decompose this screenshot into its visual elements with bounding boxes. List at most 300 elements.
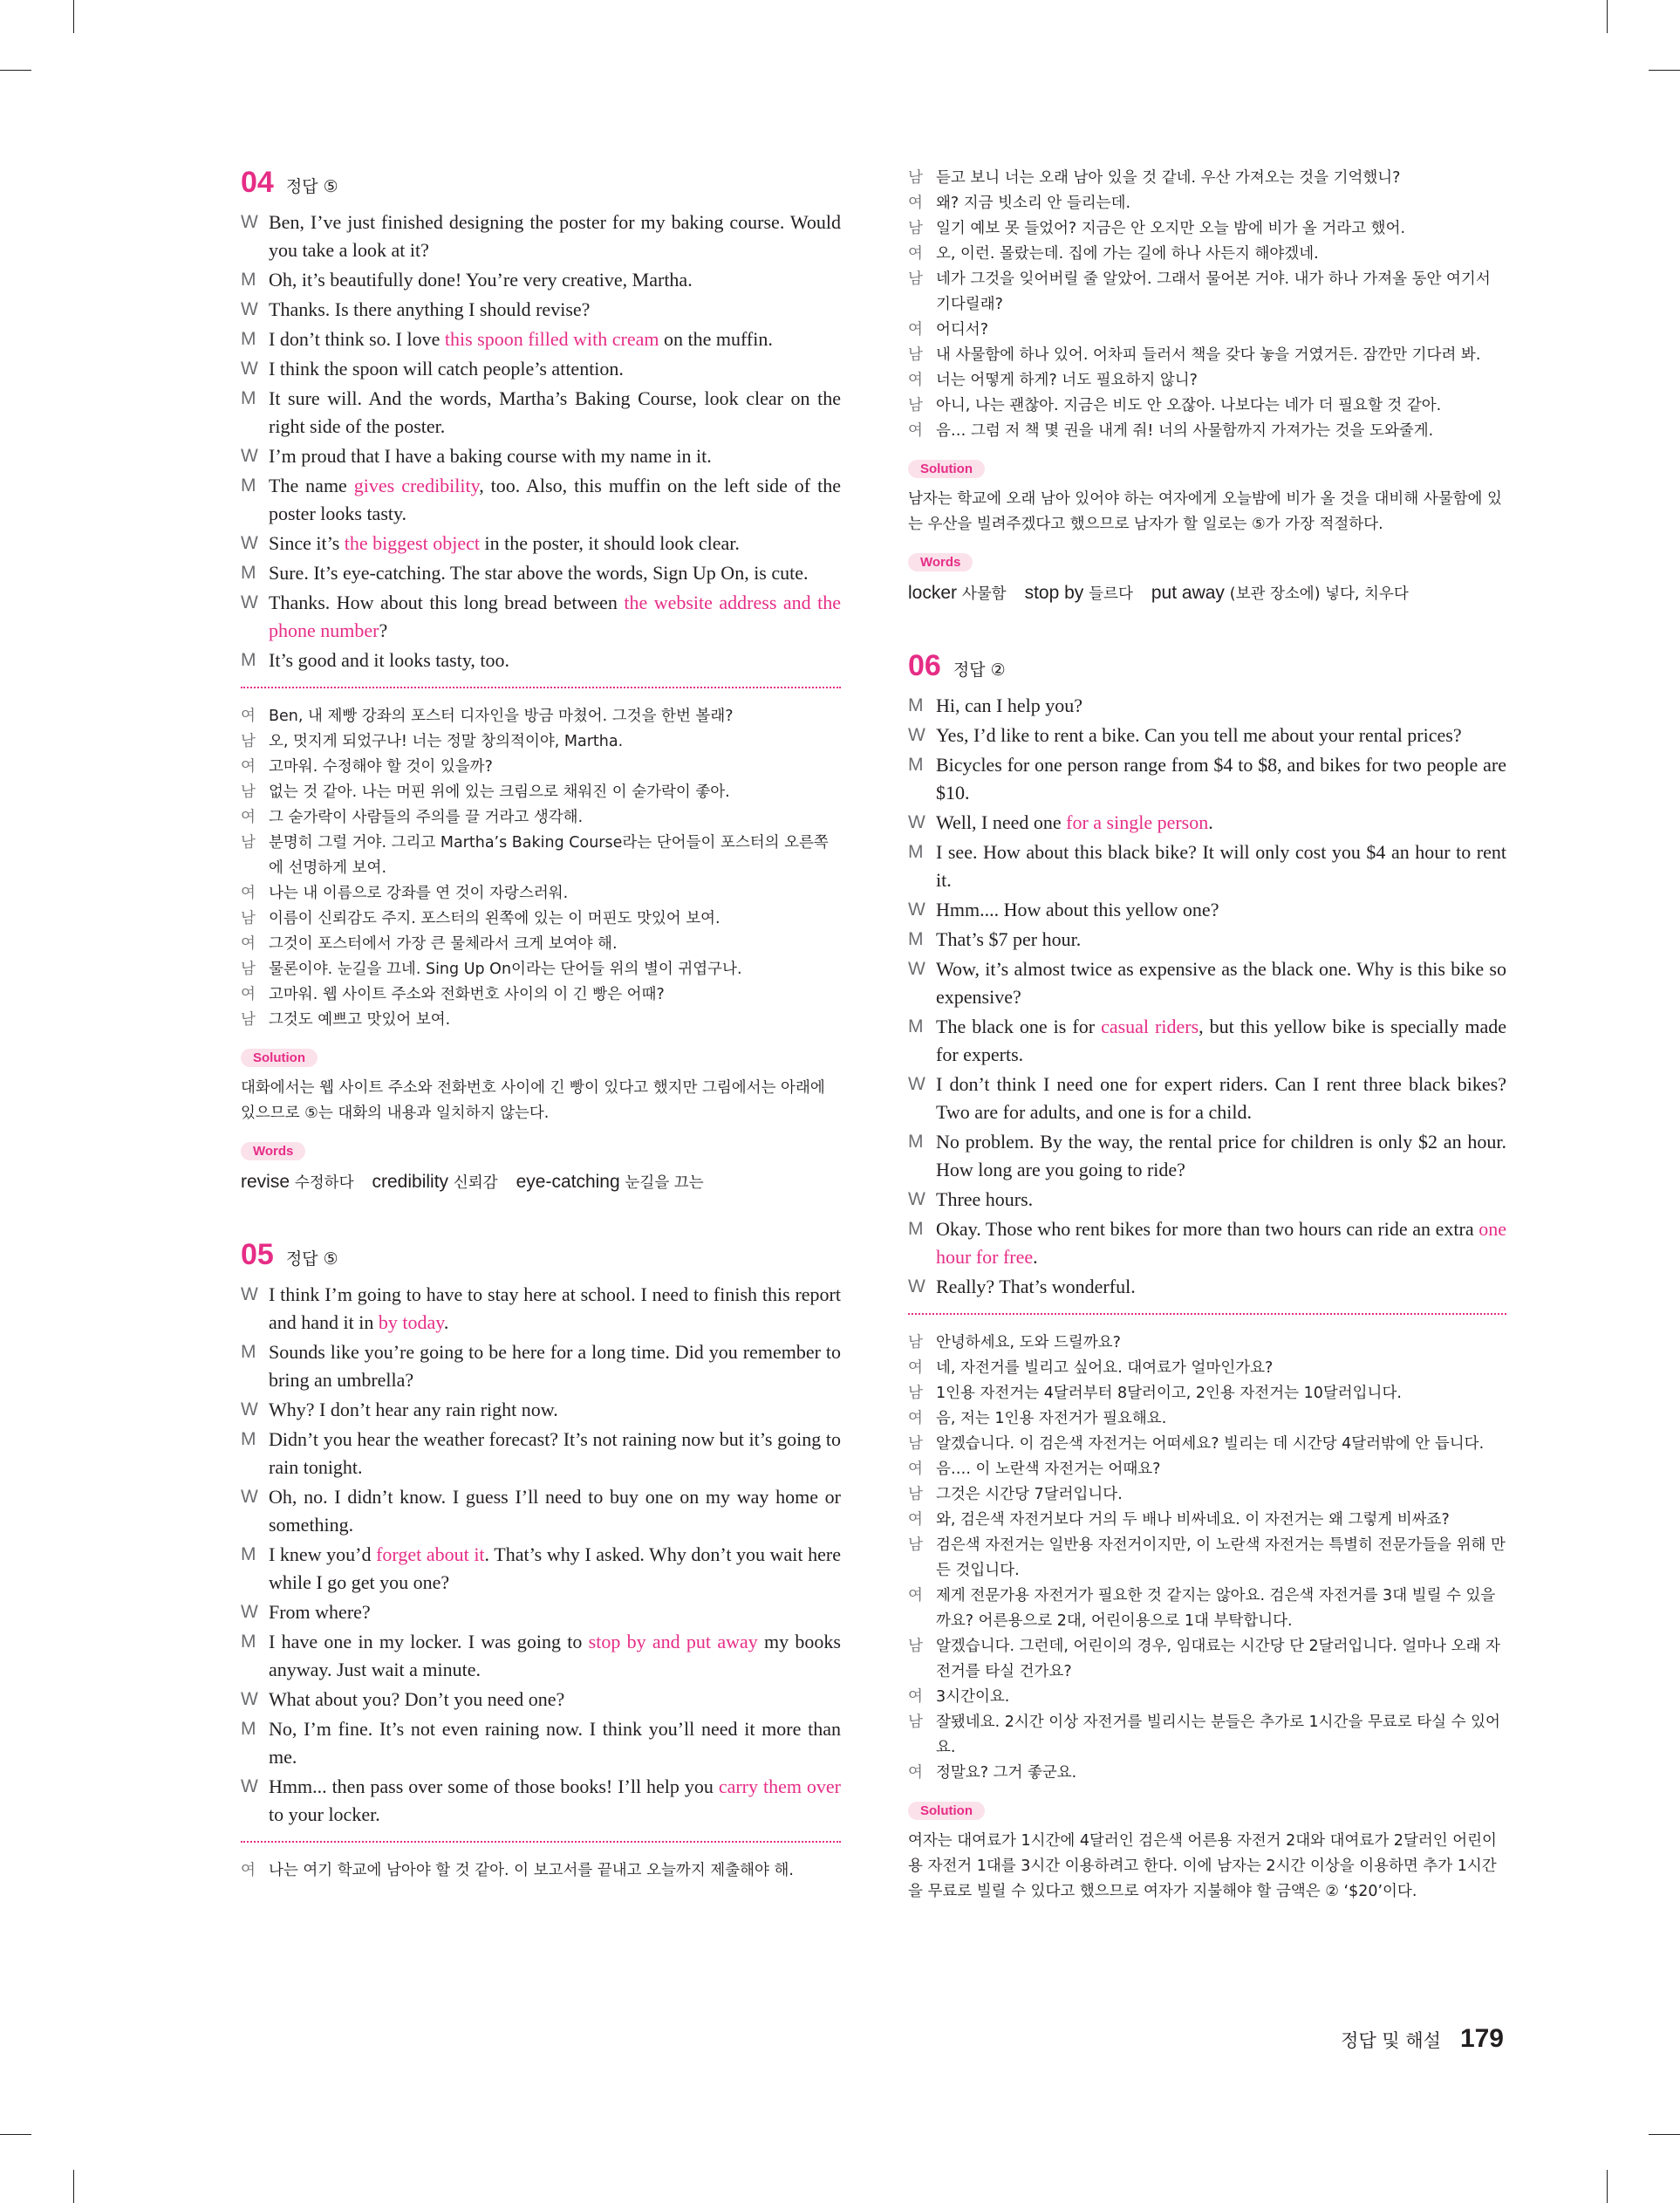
question-05 bbox=[241, 1238, 841, 1884]
text-segment: Bicycles for one person range from $4 to $8, and bikes for two people are $10. bbox=[936, 754, 1506, 804]
dialogue-text bbox=[269, 1338, 841, 1394]
solution-text: 대화에서는 웹 사이트 주소와 전화번호 사이에 긴 빵이 있다고 했지만 그림에서는 아래에 있으므로 ⑤는 대화의 내용과 일치하지 않는다. bbox=[241, 1079, 825, 1122]
highlighted-phrase: stop by and put away bbox=[588, 1631, 758, 1652]
answer-label: 정답 ⑤ bbox=[285, 1249, 338, 1269]
solution-badge: Solution bbox=[908, 460, 985, 478]
word-ko: 신뢰감 bbox=[453, 1174, 498, 1192]
dialogue-line bbox=[241, 266, 841, 294]
translation-line bbox=[241, 1008, 841, 1033]
dialogue-text bbox=[269, 589, 841, 645]
speaker-label: M bbox=[908, 755, 924, 775]
speaker-label: 여 bbox=[241, 885, 256, 902]
dialogue-line bbox=[241, 472, 841, 528]
dialogue-line bbox=[241, 559, 841, 587]
text-segment: Hmm.... How about this yellow one? bbox=[936, 899, 1219, 920]
dialogue-line bbox=[241, 1281, 841, 1337]
translation-text: 고마워. 수정해야 할 것이 있을까? bbox=[269, 758, 493, 776]
translation-line bbox=[241, 805, 841, 831]
speaker-label: W bbox=[908, 1189, 925, 1209]
dialogue-text bbox=[936, 838, 1506, 894]
dialogue-text bbox=[269, 647, 841, 674]
translation-line bbox=[908, 1533, 1506, 1584]
translation-text: 오, 멋지게 되었구나! 너는 정말 창의적이야, Martha. bbox=[269, 733, 624, 750]
translation-line bbox=[241, 755, 841, 780]
dialogue-line bbox=[241, 1773, 841, 1829]
speaker-label: 남 bbox=[908, 1486, 923, 1503]
text-segment: Well, I need one bbox=[936, 811, 1067, 833]
translation-line bbox=[908, 1482, 1506, 1508]
speaker-label: 남 bbox=[241, 961, 256, 978]
text-segment: I don’t think I need one for expert riders. Can I rent three black bikes? Two are for adults, and one is for a child. bbox=[936, 1073, 1506, 1123]
text-segment: The name bbox=[269, 475, 354, 496]
dialogue-line bbox=[241, 1541, 841, 1597]
speaker-label: 남 bbox=[241, 783, 256, 801]
translation-line bbox=[908, 1508, 1506, 1533]
dialogue-text bbox=[936, 751, 1506, 807]
speaker-label: M bbox=[241, 388, 256, 408]
dialogue-line bbox=[908, 809, 1506, 837]
speaker-label: W bbox=[908, 812, 925, 832]
text-segment: Hmm... then pass over some of those books! I’ll help you bbox=[269, 1775, 719, 1797]
speaker-label: M bbox=[241, 650, 256, 670]
question-06 bbox=[908, 649, 1506, 1905]
text-segment: Ben, I’ve just finished designing the poster for my baking course. Would you take a look at it? bbox=[269, 211, 841, 261]
dialogue-text bbox=[936, 1071, 1506, 1126]
speaker-label: 여 bbox=[908, 195, 923, 212]
text-segment: I think I’m going to have to stay here at school. I need to finish this report and hand it in bbox=[269, 1283, 841, 1333]
solution-text: 여자는 대여료가 1시간에 4달러인 검은색 어른용 자전거 2대와 대여료가 2달러인 어린이용 자전거 1대를 3시간 이용하려고 한다. 이에 남자는 2시간 이상을 이용하면 추가 1시간을 무료로 빌릴 수 있다고 했으므로 여자가 지불해야 할 금액은 ② ‘$20’이다. bbox=[908, 1832, 1497, 1900]
speaker-label: 여 bbox=[241, 708, 256, 725]
crop-mark bbox=[1649, 70, 1680, 71]
translation-text: 음…. 이 노란색 자전거는 어때요? bbox=[936, 1461, 1161, 1478]
text-segment: It’s good and it looks tasty, too. bbox=[269, 649, 510, 671]
dialogue-line bbox=[908, 955, 1506, 1011]
dialogue-text bbox=[936, 809, 1506, 837]
word-en: put away bbox=[1151, 583, 1225, 603]
text-segment: What about you? Don’t you need one? bbox=[269, 1688, 565, 1710]
dialogue-line bbox=[241, 1598, 841, 1626]
translation-text: 어디서? bbox=[936, 321, 989, 339]
translation-text: 듣고 보니 너는 오래 남아 있을 것 같네. 우산 가져오는 것을 기억했니? bbox=[936, 169, 1401, 187]
text-segment: Three hours. bbox=[936, 1188, 1034, 1210]
speaker-label: 남 bbox=[908, 1638, 923, 1655]
speaker-label: 여 bbox=[241, 809, 256, 826]
translation-line bbox=[908, 242, 1506, 267]
crop-mark bbox=[1607, 0, 1608, 33]
dialogue-text bbox=[269, 1715, 841, 1771]
dialogue-line bbox=[241, 1686, 841, 1714]
text-segment: ? bbox=[379, 619, 388, 641]
english-dialogue bbox=[241, 1281, 841, 1829]
speaker-label: 남 bbox=[908, 1334, 923, 1351]
question-header bbox=[908, 649, 1506, 683]
speaker-label: W bbox=[241, 299, 258, 319]
text-segment: Sounds like you’re going to be here for a long time. Did you remember to bring an umbrella? bbox=[269, 1341, 841, 1391]
translation-text: 왜? 지금 빗소리 안 들리는데. bbox=[936, 195, 1131, 212]
translation-text: 잘됐네요. 2시간 이상 자전거를 빌리시는 분들은 추가로 1시간을 무료로 타실 수 있어요. bbox=[936, 1714, 1500, 1756]
dialogue-line bbox=[241, 589, 841, 645]
speaker-label: 남 bbox=[908, 1435, 923, 1453]
dialogue-line bbox=[241, 1426, 841, 1481]
translation-text: 고마워. 웹 사이트 주소와 전화번호 사이의 이 긴 빵은 어때? bbox=[269, 986, 665, 1003]
text-segment: Thanks. Is there anything I should revise? bbox=[269, 298, 591, 320]
text-segment: I have one in my locker. I was going to bbox=[269, 1631, 589, 1652]
translation-text: 정말요? 그거 좋군요. bbox=[936, 1764, 1077, 1782]
translation-text: 나는 내 이름으로 강좌를 연 것이 자랑스러워. bbox=[269, 885, 569, 902]
dialogue-line bbox=[908, 1273, 1506, 1301]
dialogue-text bbox=[269, 1426, 841, 1481]
translation-text: 음… 그럼 저 책 몇 권을 내게 줘! 너의 사물함까지 가져가는 것을 도와줄게. bbox=[936, 422, 1434, 440]
speaker-label: 남 bbox=[908, 346, 923, 364]
speaker-label: 여 bbox=[908, 1587, 923, 1604]
text-segment: Oh, no. I didn’t know. I guess I’ll need to buy one on my way home or something. bbox=[269, 1486, 841, 1536]
translation-text: 없는 것 같아. 나는 머핀 위에 있는 크림으로 채워진 이 숟가락이 좋아. bbox=[269, 783, 730, 801]
speaker-label: W bbox=[241, 1689, 258, 1709]
word-ko: (보관 장소에) 넣다, 치우다 bbox=[1229, 585, 1409, 603]
translation-text: 알겠습니다. 이 검은색 자전거는 어떠세요? 빌리는 데 시간당 4달러밖에 안 듭니다. bbox=[936, 1435, 1485, 1453]
speaker-label: W bbox=[908, 1074, 925, 1094]
text-segment: Hi, can I help you? bbox=[936, 694, 1082, 716]
dialogue-line bbox=[241, 1338, 841, 1394]
text-segment: Didn’t you hear the weather forecast? It’s not raining now but it’s going to rain tonight. bbox=[269, 1428, 841, 1478]
dialogue-line bbox=[241, 1483, 841, 1539]
speaker-label: M bbox=[908, 695, 924, 715]
word-en: locker bbox=[908, 583, 958, 603]
dialogue-line bbox=[241, 647, 841, 674]
translation-text: 이름이 신뢰감도 주지. 포스터의 왼쪽에 있는 이 머핀도 맛있어 보여. bbox=[269, 910, 720, 927]
translation-text: 나는 여기 학교에 남아야 할 것 같아. 이 보고서를 끝내고 오늘까지 제출해야 해. bbox=[269, 1862, 794, 1879]
speaker-label: 여 bbox=[908, 1359, 923, 1377]
dialogue-line bbox=[241, 1715, 841, 1771]
question-number: 06 bbox=[908, 649, 941, 682]
dialogue-line bbox=[908, 1013, 1506, 1069]
translation-line bbox=[908, 1634, 1506, 1685]
text-segment: Since it’s bbox=[269, 532, 345, 554]
translation-line bbox=[908, 1710, 1506, 1761]
dialogue-line bbox=[908, 838, 1506, 894]
speaker-label: M bbox=[241, 1429, 256, 1449]
highlighted-phrase: this spoon filled with cream bbox=[444, 328, 659, 350]
dialogue-text bbox=[936, 1215, 1506, 1271]
right-column bbox=[908, 166, 1506, 1946]
text-segment: I don’t think so. I love bbox=[269, 328, 445, 350]
text-segment: . bbox=[1208, 811, 1213, 833]
speaker-label: M bbox=[908, 929, 924, 949]
translation-text: 음, 저는 1인용 자전거가 필요해요. bbox=[936, 1410, 1167, 1427]
dialogue-text bbox=[269, 1396, 841, 1424]
speaker-label: 여 bbox=[908, 1461, 923, 1478]
text-segment: , but this yellow bike is specially made for experts. bbox=[936, 1016, 1506, 1065]
translation-text: 안녕하세요, 도와 드릴까요? bbox=[936, 1334, 1121, 1351]
speaker-label: 여 bbox=[908, 1410, 923, 1427]
speaker-label: W bbox=[908, 959, 925, 979]
dialogue-text bbox=[936, 926, 1506, 954]
english-dialogue bbox=[241, 209, 841, 674]
text-segment: . That’s why I asked. Why don’t you wait here while I go get you one? bbox=[269, 1543, 841, 1593]
korean-translation bbox=[241, 1858, 841, 1884]
crop-mark bbox=[1607, 2170, 1608, 2203]
words-badge: Words bbox=[241, 1142, 305, 1160]
speaker-label: 여 bbox=[908, 245, 923, 263]
text-segment: No problem. By the way, the rental price for children is only $2 an hour. How long are you going to ride? bbox=[936, 1131, 1506, 1180]
translation-line bbox=[908, 1356, 1506, 1381]
translation-text: 아니, 나는 괜찮아. 지금은 비도 안 오잖아. 나보다는 네가 더 필요할 것 같아. bbox=[936, 397, 1442, 414]
vocabulary-list bbox=[241, 1169, 841, 1196]
speaker-label: M bbox=[241, 1719, 256, 1739]
solution-badge: Solution bbox=[241, 1049, 318, 1067]
speaker-label: 여 bbox=[241, 935, 256, 953]
dialogue-line bbox=[241, 1628, 841, 1684]
translation-line bbox=[241, 831, 841, 881]
translation-line bbox=[908, 1406, 1506, 1432]
korean-translation bbox=[908, 166, 1506, 444]
translation-text: 분명히 그럴 거야. 그리고 Martha’s Baking Course라는 단어들이 포스터의 오른쪽에 선명하게 보여. bbox=[269, 834, 829, 877]
text-segment: From where? bbox=[269, 1601, 371, 1623]
dialogue-line bbox=[908, 692, 1506, 720]
speaker-label: 남 bbox=[908, 397, 923, 414]
translation-line bbox=[241, 1858, 841, 1884]
dialogue-line bbox=[908, 722, 1506, 749]
translation-text: 제게 전문가용 자전거가 필요한 것 같지는 않아요. 검은색 자전거를 3대 빌릴 수 있을까요? 어른용으로 2대, 어린이용으로 1대 부탁합니다. bbox=[936, 1587, 1496, 1630]
speaker-label: 남 bbox=[241, 733, 256, 750]
speaker-label: W bbox=[241, 212, 258, 232]
speaker-label: 남 bbox=[908, 1536, 923, 1554]
english-dialogue bbox=[908, 692, 1506, 1301]
dotted-divider bbox=[241, 687, 841, 688]
answer-label: 정답 ⑤ bbox=[285, 177, 338, 196]
translation-line bbox=[908, 1584, 1506, 1634]
text-segment: my books anyway. Just wait a minute. bbox=[269, 1631, 841, 1680]
translation-line bbox=[908, 1381, 1506, 1406]
translation-line bbox=[908, 267, 1506, 318]
dialogue-text bbox=[269, 209, 841, 264]
text-segment: Why? I don’t hear any rain right now. bbox=[269, 1399, 558, 1420]
translation-text: 네, 자전거를 빌리고 싶어요. 대여료가 얼마인가요? bbox=[936, 1359, 1274, 1377]
text-segment: . bbox=[1033, 1246, 1038, 1268]
translation-line bbox=[908, 191, 1506, 216]
translation-text: 네가 그것을 잊어버릴 줄 알았어. 그래서 물어본 거야. 내가 하나 가져올 동안 여기서 기다릴래? bbox=[936, 270, 1491, 313]
dialogue-text bbox=[269, 442, 841, 470]
translation-line bbox=[241, 729, 841, 755]
speaker-label: M bbox=[908, 1132, 924, 1152]
crop-mark bbox=[0, 70, 31, 71]
translation-line bbox=[241, 704, 841, 729]
dialogue-text bbox=[936, 896, 1506, 924]
word-en: credibility bbox=[372, 1172, 449, 1192]
dialogue-text bbox=[269, 325, 841, 353]
text-segment: I’m proud that I have a baking course with my name in it. bbox=[269, 445, 712, 467]
speaker-label: W bbox=[908, 1276, 925, 1296]
translation-text: Ben, 내 제빵 강좌의 포스터 디자인을 방금 마쳤어. 그것을 한번 볼래? bbox=[269, 708, 734, 725]
vocabulary-list bbox=[908, 580, 1506, 607]
translation-text: 그 숟가락이 사람들의 주의를 끌 거라고 생각해. bbox=[269, 809, 584, 826]
dialogue-text bbox=[269, 355, 841, 383]
highlighted-phrase: casual riders bbox=[1101, 1016, 1199, 1037]
speaker-label: W bbox=[241, 359, 258, 379]
text-segment: I think the spoon will catch people’s attention. bbox=[269, 358, 624, 380]
word-ko: 눈길을 끄는 bbox=[625, 1174, 704, 1192]
speaker-label: M bbox=[908, 1016, 924, 1037]
dialogue-line bbox=[908, 1071, 1506, 1126]
dialogue-line bbox=[908, 1186, 1506, 1214]
question-header bbox=[241, 166, 841, 200]
speaker-label: W bbox=[241, 1602, 258, 1622]
text-segment: Thanks. How about this long bread between bbox=[269, 592, 625, 613]
speaker-label: M bbox=[241, 1632, 256, 1652]
speaker-label: M bbox=[241, 270, 256, 290]
dialogue-text bbox=[936, 1186, 1506, 1214]
translation-line bbox=[241, 982, 841, 1008]
translation-line bbox=[908, 1761, 1506, 1786]
speaker-label: 여 bbox=[908, 422, 923, 440]
translation-line bbox=[241, 780, 841, 805]
highlighted-phrase: one hour for free bbox=[936, 1218, 1506, 1268]
word-en: stop by bbox=[1024, 583, 1084, 603]
dialogue-line bbox=[908, 1128, 1506, 1184]
dialogue-line bbox=[241, 296, 841, 324]
crop-mark bbox=[73, 2170, 74, 2203]
speaker-label: 여 bbox=[908, 1688, 923, 1706]
highlighted-phrase: forget about it bbox=[376, 1543, 485, 1565]
translation-line bbox=[908, 166, 1506, 191]
dialogue-line bbox=[241, 1396, 841, 1424]
dialogue-line bbox=[241, 325, 841, 353]
speaker-label: W bbox=[241, 446, 258, 466]
speaker-label: M bbox=[241, 1544, 256, 1564]
highlighted-phrase: for a single person bbox=[1066, 811, 1209, 833]
translation-text: 와, 검은색 자전거보다 거의 두 배나 비싸네요. 이 자전거는 왜 그렇게 비싸죠? bbox=[936, 1511, 1450, 1529]
dialogue-text bbox=[936, 955, 1506, 1011]
translation-line bbox=[241, 881, 841, 907]
translation-line bbox=[908, 343, 1506, 368]
translation-text: 내 사물함에 하나 있어. 어차피 들러서 책을 갖다 놓을 거였거든. 잠깐만 기다려 봐. bbox=[936, 346, 1481, 364]
translation-text: 1인용 자전거는 4달러부터 8달러이고, 2인용 자전거는 10달러입니다. bbox=[936, 1385, 1402, 1402]
question-number: 04 bbox=[241, 166, 274, 199]
dialogue-line bbox=[908, 1215, 1506, 1271]
speaker-label: W bbox=[241, 1776, 258, 1796]
speaker-label: W bbox=[241, 592, 258, 612]
question-05-continued bbox=[908, 166, 1506, 607]
crop-mark bbox=[1649, 2134, 1680, 2135]
speaker-label: 남 bbox=[908, 1714, 923, 1731]
dialogue-text bbox=[269, 472, 841, 528]
speaker-label: W bbox=[908, 725, 925, 745]
translation-line bbox=[908, 393, 1506, 419]
highlighted-phrase: the biggest object bbox=[344, 532, 480, 554]
speaker-label: 여 bbox=[241, 986, 256, 1003]
speaker-label: W bbox=[908, 900, 925, 920]
speaker-label: 여 bbox=[241, 1862, 256, 1879]
dotted-divider bbox=[908, 1313, 1506, 1315]
translation-line bbox=[908, 216, 1506, 242]
translation-text: 오, 이런. 몰랐는데. 집에 가는 길에 하나 사든지 해야겠네. bbox=[936, 245, 1319, 263]
translation-line bbox=[908, 368, 1506, 393]
translation-line bbox=[908, 1457, 1506, 1482]
text-segment: on the muffin. bbox=[659, 328, 773, 350]
dialogue-text bbox=[269, 1281, 841, 1337]
speaker-label: W bbox=[241, 1399, 258, 1420]
dialogue-text bbox=[269, 296, 841, 324]
translation-line bbox=[241, 932, 841, 957]
speaker-label: M bbox=[241, 329, 256, 349]
dialogue-text bbox=[936, 1128, 1506, 1184]
dialogue-text bbox=[269, 1773, 841, 1829]
page-footer bbox=[1341, 2024, 1504, 2054]
dialogue-text bbox=[936, 1013, 1506, 1069]
word-en: revise bbox=[241, 1172, 290, 1192]
text-segment: It sure will. And the words, Martha’s Baking Course, look clear on the right side of the poster. bbox=[269, 387, 841, 437]
question-04 bbox=[241, 166, 841, 1196]
text-segment: to your locker. bbox=[269, 1803, 380, 1825]
dialogue-text bbox=[269, 1483, 841, 1539]
translation-text: 너는 어떻게 하게? 너도 필요하지 않니? bbox=[936, 372, 1198, 389]
text-segment: The black one is for bbox=[936, 1016, 1102, 1037]
dialogue-text bbox=[269, 530, 841, 558]
translation-line bbox=[908, 1331, 1506, 1356]
translation-line bbox=[241, 957, 841, 982]
speaker-label: M bbox=[241, 475, 256, 496]
dialogue-text bbox=[269, 385, 841, 441]
word-ko: 들르다 bbox=[1089, 585, 1133, 603]
dialogue-text bbox=[269, 1686, 841, 1714]
word-ko: 사물함 bbox=[961, 585, 1007, 603]
speaker-label: M bbox=[908, 1219, 924, 1239]
words-badge: Words bbox=[908, 553, 973, 571]
text-segment: Oh, it’s beautifully done! You’re very creative, Martha. bbox=[269, 269, 693, 291]
dialogue-line bbox=[241, 530, 841, 558]
translation-line bbox=[908, 1432, 1506, 1457]
translation-line bbox=[908, 318, 1506, 343]
speaker-label: 남 bbox=[908, 270, 923, 288]
speaker-label: 남 bbox=[241, 910, 256, 927]
highlighted-phrase: by today bbox=[378, 1311, 444, 1333]
crop-mark bbox=[0, 2134, 31, 2135]
dotted-divider bbox=[241, 1841, 841, 1843]
text-segment: . bbox=[443, 1311, 449, 1333]
speaker-label: 남 bbox=[908, 169, 923, 187]
speaker-label: M bbox=[241, 1342, 256, 1362]
text-segment: in the poster, it should look clear. bbox=[479, 532, 740, 554]
speaker-label: 여 bbox=[908, 321, 923, 339]
highlighted-phrase: carry them over bbox=[718, 1775, 842, 1797]
speaker-label: 남 bbox=[908, 1385, 923, 1402]
translation-line bbox=[241, 907, 841, 932]
korean-translation bbox=[241, 704, 841, 1033]
dialogue-text bbox=[936, 1273, 1506, 1301]
dialogue-text bbox=[936, 692, 1506, 720]
highlighted-phrase: the website address and the phone number bbox=[269, 592, 841, 641]
text-segment: Really? That’s wonderful. bbox=[936, 1276, 1136, 1297]
dialogue-text bbox=[269, 266, 841, 294]
speaker-label: 남 bbox=[908, 220, 923, 237]
dialogue-line bbox=[241, 355, 841, 383]
text-segment: Sure. It’s eye-catching. The star above the words, Sign Up On, is cute. bbox=[269, 562, 809, 584]
text-segment: Wow, it’s almost twice as expensive as the black one. Why is this bike so expensive? bbox=[936, 958, 1506, 1008]
translation-text: 검은색 자전거는 일반용 자전거이지만, 이 노란색 자전거는 특별히 전문가들을 위해 만든 것입니다. bbox=[936, 1536, 1506, 1579]
translation-text: 물론이야. 눈길을 끄네. Sing Up On이라는 단어들 위의 별이 귀엽구나. bbox=[269, 961, 742, 978]
word-en: eye-catching bbox=[516, 1172, 620, 1192]
translation-text: 그것도 예쁘고 맛있어 보여. bbox=[269, 1011, 451, 1029]
dialogue-text bbox=[269, 1541, 841, 1597]
speaker-label: M bbox=[908, 842, 924, 862]
text-segment: No, I’m fine. It’s not even raining now. I think you’ll need it more than me. bbox=[269, 1718, 841, 1768]
word-ko: 수정하다 bbox=[294, 1174, 354, 1192]
speaker-label: W bbox=[241, 533, 258, 553]
question-number: 05 bbox=[241, 1238, 274, 1271]
solution-badge: Solution bbox=[908, 1802, 985, 1820]
speaker-label: 여 bbox=[908, 1764, 923, 1782]
translation-text: 알겠습니다. 그런데, 어린이의 경우, 임대료는 시간당 단 2달러입니다. 얼마나 오래 자전거를 타실 건가요? bbox=[936, 1638, 1500, 1680]
